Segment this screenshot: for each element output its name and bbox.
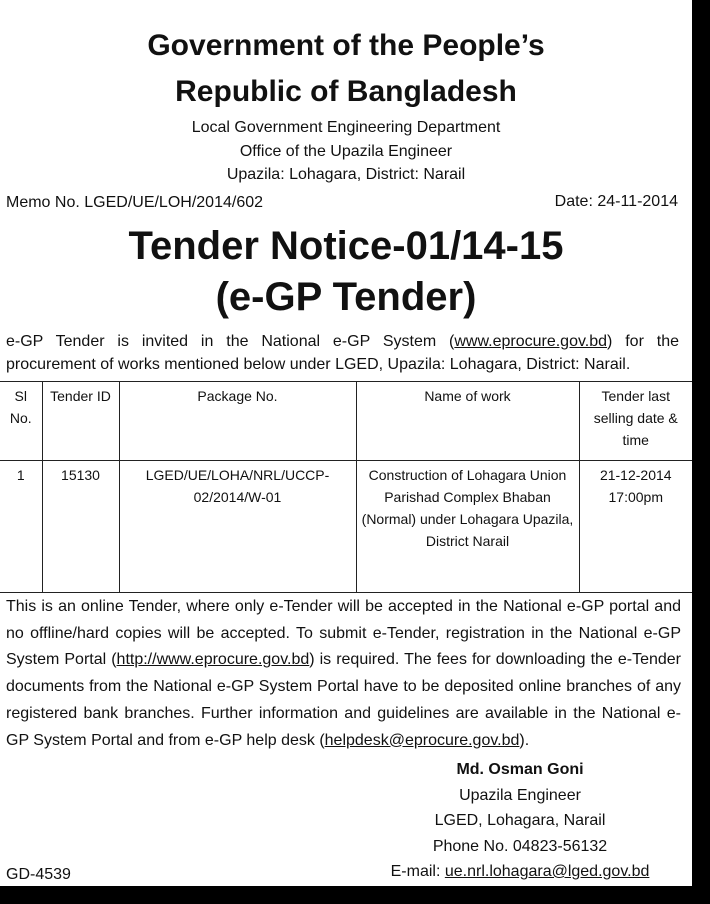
- eprocure-link[interactable]: www.eprocure.gov.bd: [454, 333, 608, 350]
- tender-table: [0, 381, 692, 593]
- col-header-date: Tender last selling date & time: [579, 382, 692, 461]
- cell-date-day: 21-12-2014: [599, 467, 672, 483]
- title-line-1: Government of the People’s: [147, 29, 545, 62]
- email-label: E-mail:: [390, 863, 445, 880]
- intro-text-2: ) for the procurement of works mentioned below under LGED, Upazila: Lohagara, District: Narail.: [6, 333, 679, 373]
- intro-text-1: e-GP Tender is invited in the National e-GP System (: [6, 333, 455, 350]
- signatory-title: Upazila Engineer: [459, 786, 581, 804]
- table-header-row: [0, 382, 692, 461]
- signatory-phone: Phone No. 04823-56132: [432, 837, 608, 855]
- col-header-package: Package No.: [119, 382, 356, 461]
- body-paragraph: [6, 594, 681, 754]
- table-row: [0, 461, 692, 593]
- eprocure-portal-link[interactable]: http://www.eprocure.gov.bd: [116, 651, 310, 669]
- title-line-2: Republic of Bangladesh: [175, 75, 517, 108]
- notice-subtitle: (e-GP Tender): [215, 275, 477, 319]
- helpdesk-email-link[interactable]: helpdesk@eprocure.gov.bd: [324, 731, 520, 749]
- signatory-email-line: [375, 859, 665, 885]
- col-header-tender-id: Tender ID: [42, 382, 119, 461]
- col-header-work: Name of work: [356, 382, 579, 461]
- gd-code: GD-4539: [6, 866, 71, 883]
- notice-title: Tender Notice-01/14-15: [128, 224, 564, 268]
- signatory-org: LGED, Lohagara, Narail: [434, 812, 606, 829]
- notice-date: Date: 24-11-2014: [554, 193, 678, 210]
- department-name: Local Government Engineering Department: [191, 119, 501, 136]
- memo-number: Memo No. LGED/UE/LOH/2014/602: [6, 194, 264, 211]
- body-text-2: ) is required. The fees for downloading the e-Tender documents from the National e-GP System Portal have to be deposited online branches of any registered bank branches. Further information and guidelines are available in the National e-GP System Portal and from e-GP help desk (: [6, 651, 682, 749]
- intro-paragraph: [6, 330, 679, 376]
- signatory-name: Md. Osman Goni: [456, 761, 584, 778]
- cell-date: [579, 461, 692, 593]
- signatory-email-link[interactable]: ue.nrl.lohagara@lged.gov.bd: [444, 863, 650, 880]
- col-header-sl: Sl No.: [0, 382, 42, 461]
- cell-sl: 1: [0, 461, 42, 593]
- signature-block: [375, 757, 665, 885]
- cell-tender-id: 15130: [42, 461, 119, 593]
- body-text-3: ).: [519, 731, 530, 749]
- office-location: Upazila: Lohagara, District: Narail: [226, 166, 466, 183]
- cell-work: Construction of Lohagara Union Parishad Complex Bhaban (Normal) under Lohagara Upazila, District Narail: [356, 461, 579, 593]
- cell-date-time: 17:00pm: [608, 489, 663, 505]
- body-text-1: This is an online Tender, where only e-Tender will be accepted in the National e-GP portal and no offline/hard copies will be accepted. To submit e-Tender, registration in the National e-GP System Portal (: [6, 598, 681, 669]
- cell-package: LGED/UE/LOHA/NRL/UCCP-02/2014/W-01: [119, 461, 356, 593]
- office-name: Office of the Upazila Engineer: [239, 143, 453, 160]
